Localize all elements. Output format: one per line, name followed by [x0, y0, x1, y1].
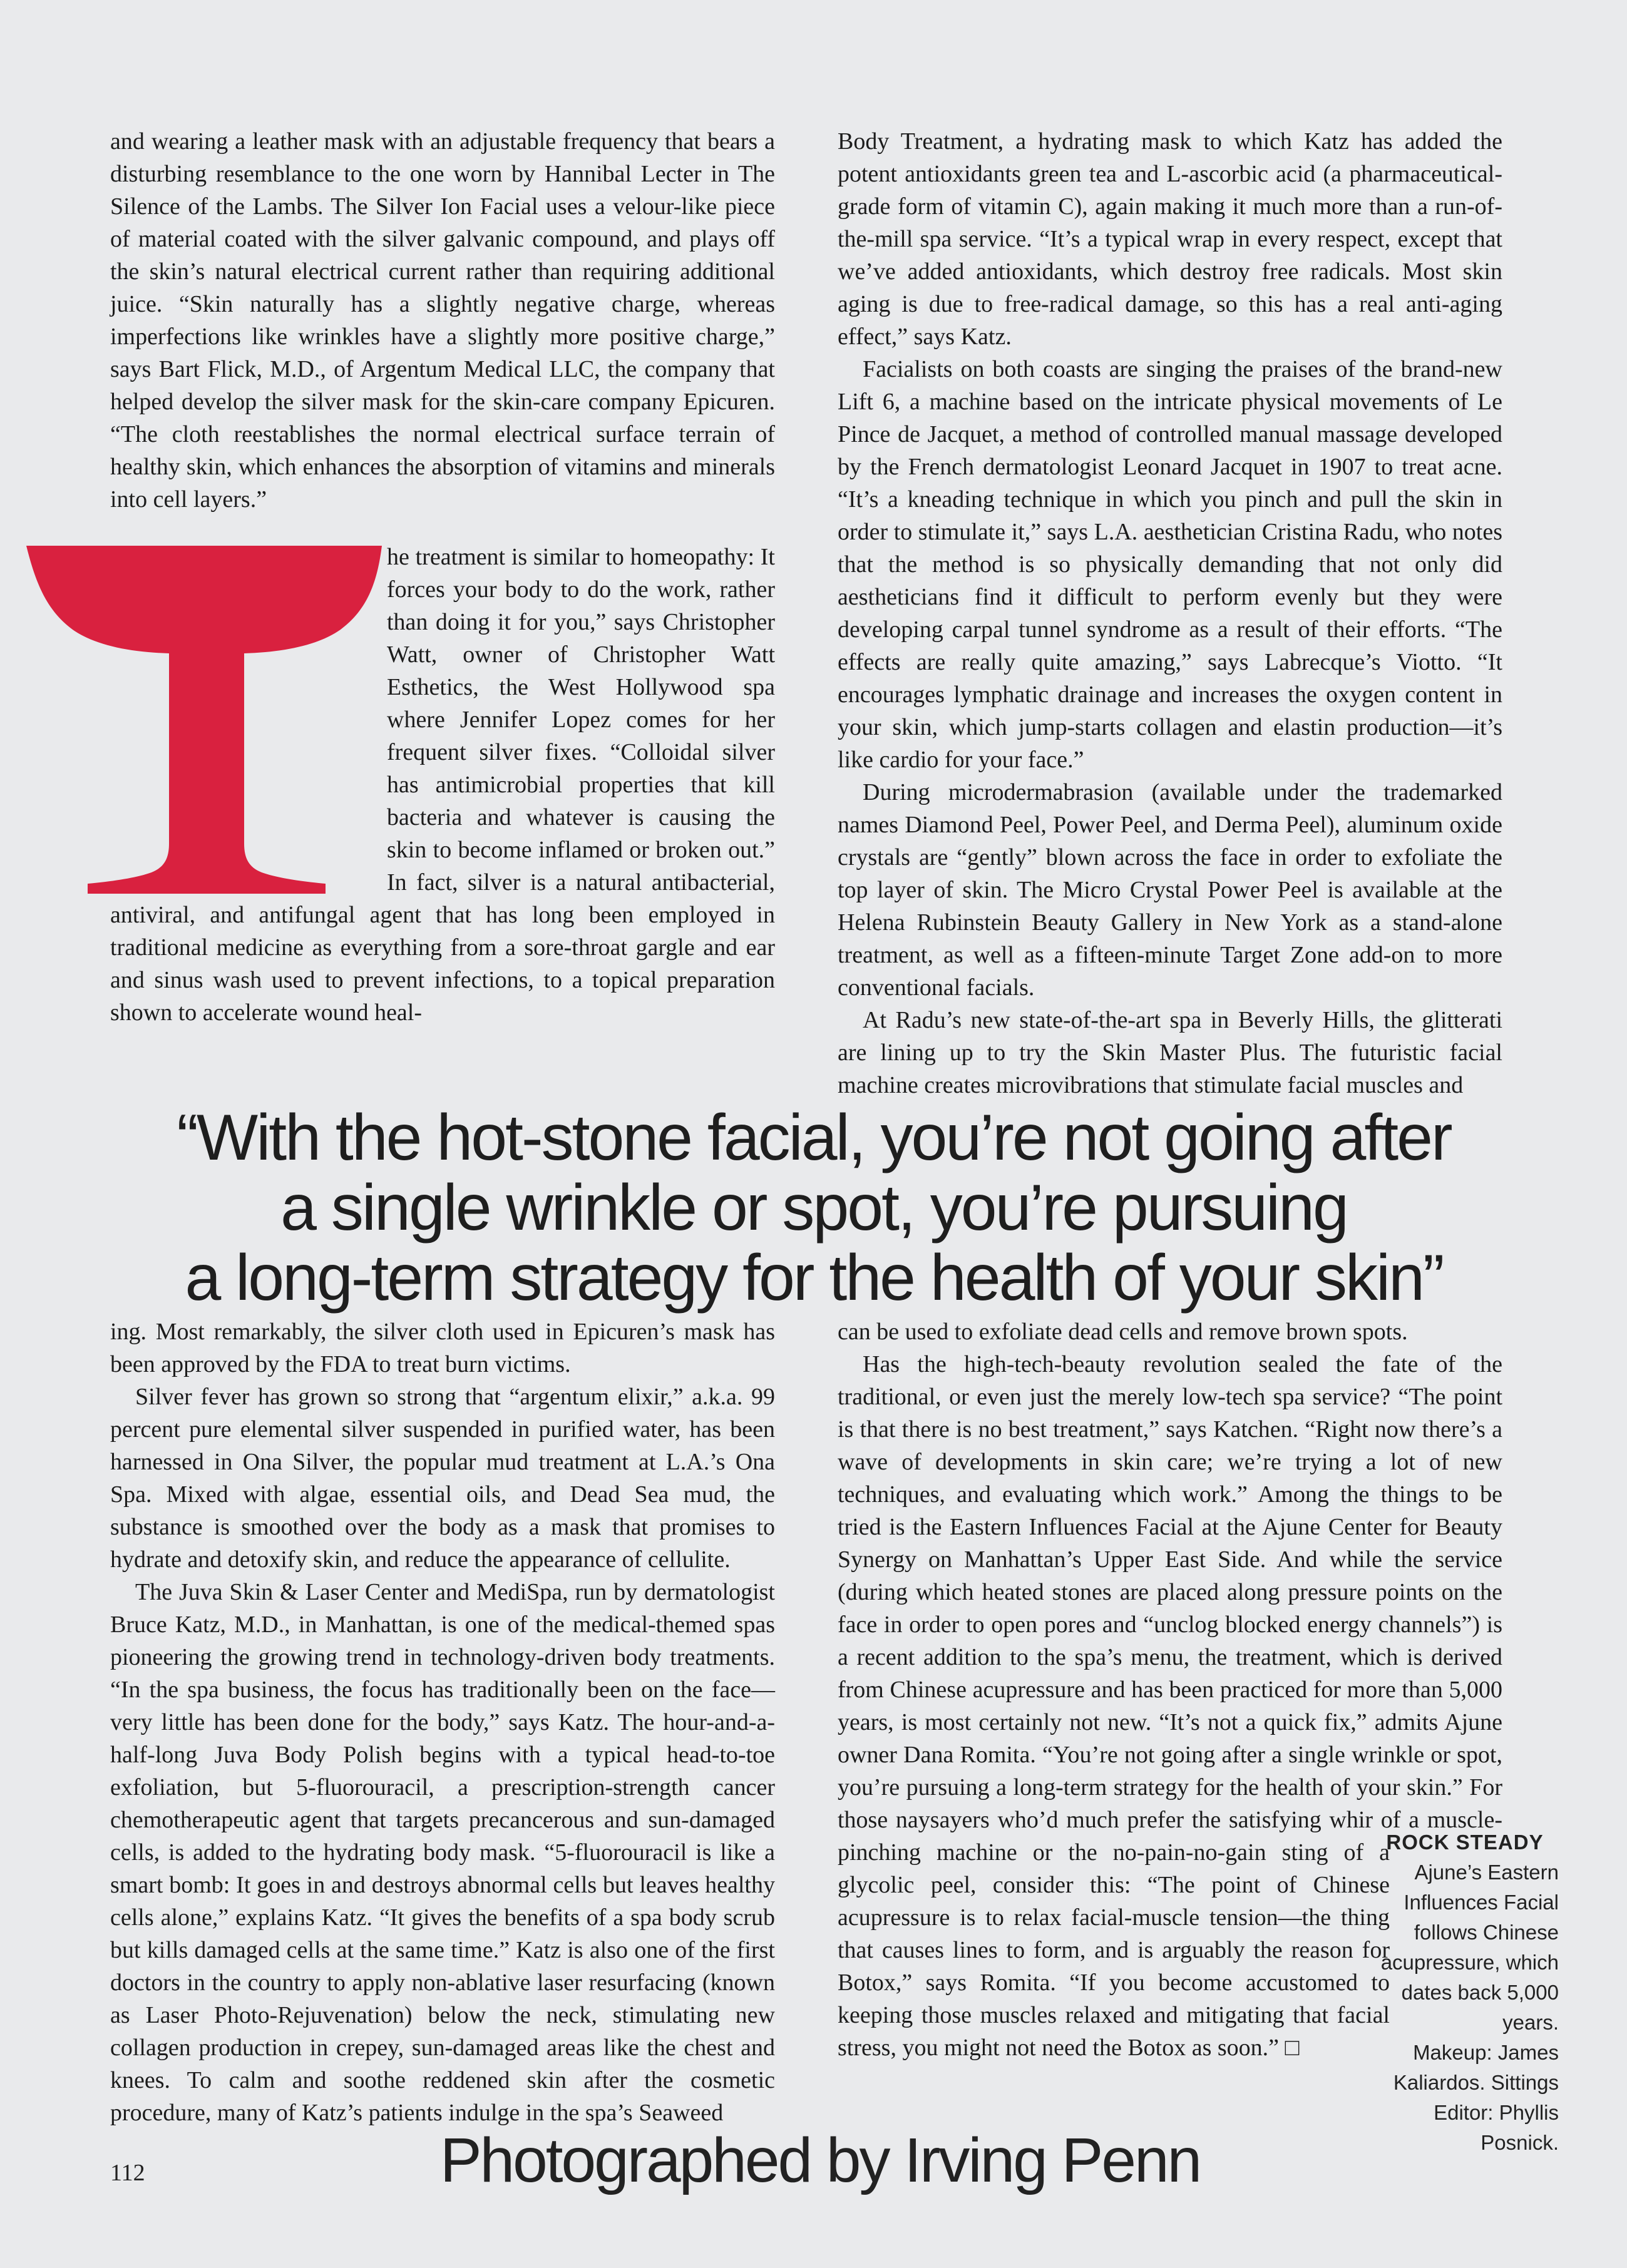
drop-cap	[23, 541, 379, 889]
caption-title: ROCK STEADY	[1386, 1831, 1544, 1854]
paragraph: Body Treatment, a hydrating mask to which Katz has added the potent antioxidants green tea and L-ascorbic acid (a pharmaceutical-grade form of vitamin C), again making it much more than a run-of-the-mill spa service. “It’s a typical wrap in every respect, except that we’ve added antioxidants, which destroy free radicals. Most skin aging is due to free-radical damage, so this has a real anti-aging effect,” says Katz.	[838, 128, 1502, 350]
paragraph: and wearing a leather mask with an adjustable frequency that bears a disturbing resemblance to the one worn by Hannibal Lecter in The Silence of the Lambs. The Silver Ion Facial uses a velour-like piece of material coated with the silver galvanic compound, and plays off the skin’s natural electrical current rather than requiring additional juice. “Skin naturally has a slightly negative charge, whereas imperfections like wrinkles have a slightly more positive charge,” says Bart Flick, M.D., of Argentum Medical LLC, the company that helped develop the silver mask for the skin-care company Epicuren. “The cloth reestablishes the normal electrical surface terrain of healthy skin, which enhances the absorption of vitamins and minerals into cell layers.”	[110, 128, 775, 513]
paragraph: During microdermabrasion (available under the trademarked names Diamond Peel, Power Peel, and Derma Peel), aluminum oxide crystals are “gently” blown across the face in order to exfoliate the top layer of skin. The Micro Crystal Power Peel is available at the Helena Rubinstein Beauty Gallery in New York as a stand-alone treatment, as well as a fifteen-minute Target Zone add-on to more conventional facials.	[838, 779, 1502, 1001]
drop-cap-letter-t	[23, 546, 386, 896]
photo-credit: Photographed by Irving Penn	[439, 2125, 1201, 2195]
caption-body: Ajune’s Eastern Influences Facial follows Chinese acupressure, which dates back 5,000 years.	[1380, 1861, 1559, 2034]
photo-caption	[1371, 1827, 1559, 2158]
caption-credits: Makeup: James Kaliardos. Sittings Editor: Phyllis Posnick.	[1393, 2041, 1559, 2154]
article-column-left-top	[110, 125, 775, 1029]
paragraph: The Juva Skin & Laser Center and MediSpa, run by dermatologist Bruce Katz, M.D., in Manhattan, is one of the medical-themed spas pioneering the growing trend in technology-driven body treatments. “In the spa business, the focus has traditionally been on the face—very little has been done for the body,” says Katz. The hour-and-a-half-long Juva Body Polish begins with a typical head-to-toe exfoliation, but 5-fluorouracil, a prescription-strength cancer chemotherapeutic agent that targets precancerous and sun-damaged cells, is added to the hydrating body mask. “5-fluorouracil is like a smart bomb: It goes in and destroys abnormal cells but leaves healthy cells alone,” explains Katz. “It gives the benefits of a spa body scrub but kills damaged cells at the same time.” Katz is also one of the first doctors in the country to apply non-ablative laser resurfacing (known as Laser Photo-Rejuvenation) below the neck, stimulating new collagen production in crepey, sun-damaged areas like the chest and knees. To calm and soothe reddened skin after the cosmetic procedure, many of Katz’s patients indulge in the spa’s Seaweed	[110, 1579, 775, 2126]
paragraph: can be used to exfoliate dead cells and remove brown spots.	[838, 1319, 1408, 1345]
pull-quote-line: “With the hot-stone facial, you’re not going after	[177, 1101, 1451, 1174]
paragraph: he treatment is similar to homeopathy: It forces your body to do the work, rather than doing it for you,” says Christopher Watt, owner of Christopher Watt Esthetics, the West Hollywood spa where Jennifer Lopez comes for her frequent silver fixes. “Colloidal silver has antimicrobial properties that kill bacteria and whatever is causing the skin to become inflamed or broken out.” In fact, silver is a natural antibacterial, antiviral, and antifungal agent that has long been employed in traditional medicine as everything from a sore-throat gargle and ear and sinus wash used to prevent infections, to a topical preparation shown to accelerate wound heal-	[110, 544, 775, 1026]
paragraph: Has the high-tech-beauty revolution sealed the fate of the traditional, or even just the merely low-tech spa service? “The point is that there is no best treatment,” says Katchen. “Right now there’s a wave of developments in skin care; we’re trying a lot of new techniques, and evaluating which work.” Among the things to be tried is the Eastern Influences Facial at the Ajune Center for Beauty Synergy on Manhattan’s Upper East Side. And while the service (during which heated stones are placed along pressure points on the face in order to open pores and “unclog blocked energy channels”) is a recent addition to the spa’s menu, the treatment, which is derived from Chinese acupressure and has been practiced for more than 5,000 years, is most certainly not new. “It’s not a quick fix,” admits Ajune owner Dana Romita. “You’re not going after a single wrinkle or spot, you’re pursuing a long-term strategy for the health of your skin.” For those naysayers who’d much prefer the satisfying whir of a muscle-pinching machine or the no-pain-no-gain sting of a glycolic peel, consider this: “The point of Chinese acupressure is to relax facial-muscle tension—the thing that causes lines to form, and is arguably the reason for Botox,” says Romita. “If you become accustomed to keeping those muscles relaxed and mitigating that facial stress, you might not need the Botox as soon.” □	[838, 1351, 1502, 2061]
paragraph: Silver fever has grown so strong that “argentum elixir,” a.k.a. 99 percent pure elemental silver suspended in purified water, has been harnessed in Ona Silver, the popular mud treatment at L.A.’s Ona Spa. Mixed with algae, essential oils, and Dead Sea mud, the substance is smoothed over the body as a mask that promises to hydrate and detoxify skin, and reduce the appearance of cellulite.	[110, 1384, 775, 1573]
paragraph: ing. Most remarkably, the silver cloth used in Epicuren’s mask has been approved by the FDA to treat burn victims.	[110, 1319, 775, 1377]
article-column-left-bottom	[110, 1315, 775, 2129]
article-column-right-top	[838, 125, 1502, 1101]
page-number: 112	[110, 2160, 145, 2186]
paragraph: At Radu’s new state-of-the-art spa in Beverly Hills, the glitterati are lining up to try the Skin Master Plus. The futuristic facial machine creates microvibrations that stimulate facial muscles and	[838, 1007, 1502, 1098]
pull-quote-line: a long-term strategy for the health of your skin”	[185, 1242, 1443, 1314]
paragraph: Facialists on both coasts are singing the praises of the brand-new Lift 6, a machine based on the intricate physical movements of Le Pince de Jacquet, a method of controlled manual massage developed by the French dermatologist Leonard Jacquet in 1907 to treat acne. “It’s a kneading technique in which you pinch and pull the skin in order to stimulate it,” says L.A. aesthetician Cristina Radu, who notes that the method is so physically demanding that not only did aestheticians find it difficult to perform evenly but they were developing carpal tunnel syndrome as a result of their efforts. “The effects are really quite amazing,” says Labrecque’s Viotto. “It encourages lymphatic drainage and increases the oxygen content in your skin, which jump-starts collagen and elastin production—it’s like cardio for your face.”	[838, 356, 1502, 773]
pull-quote	[75, 1103, 1553, 1313]
pull-quote-line: a single wrinkle or spot, you’re pursuing	[280, 1172, 1347, 1244]
